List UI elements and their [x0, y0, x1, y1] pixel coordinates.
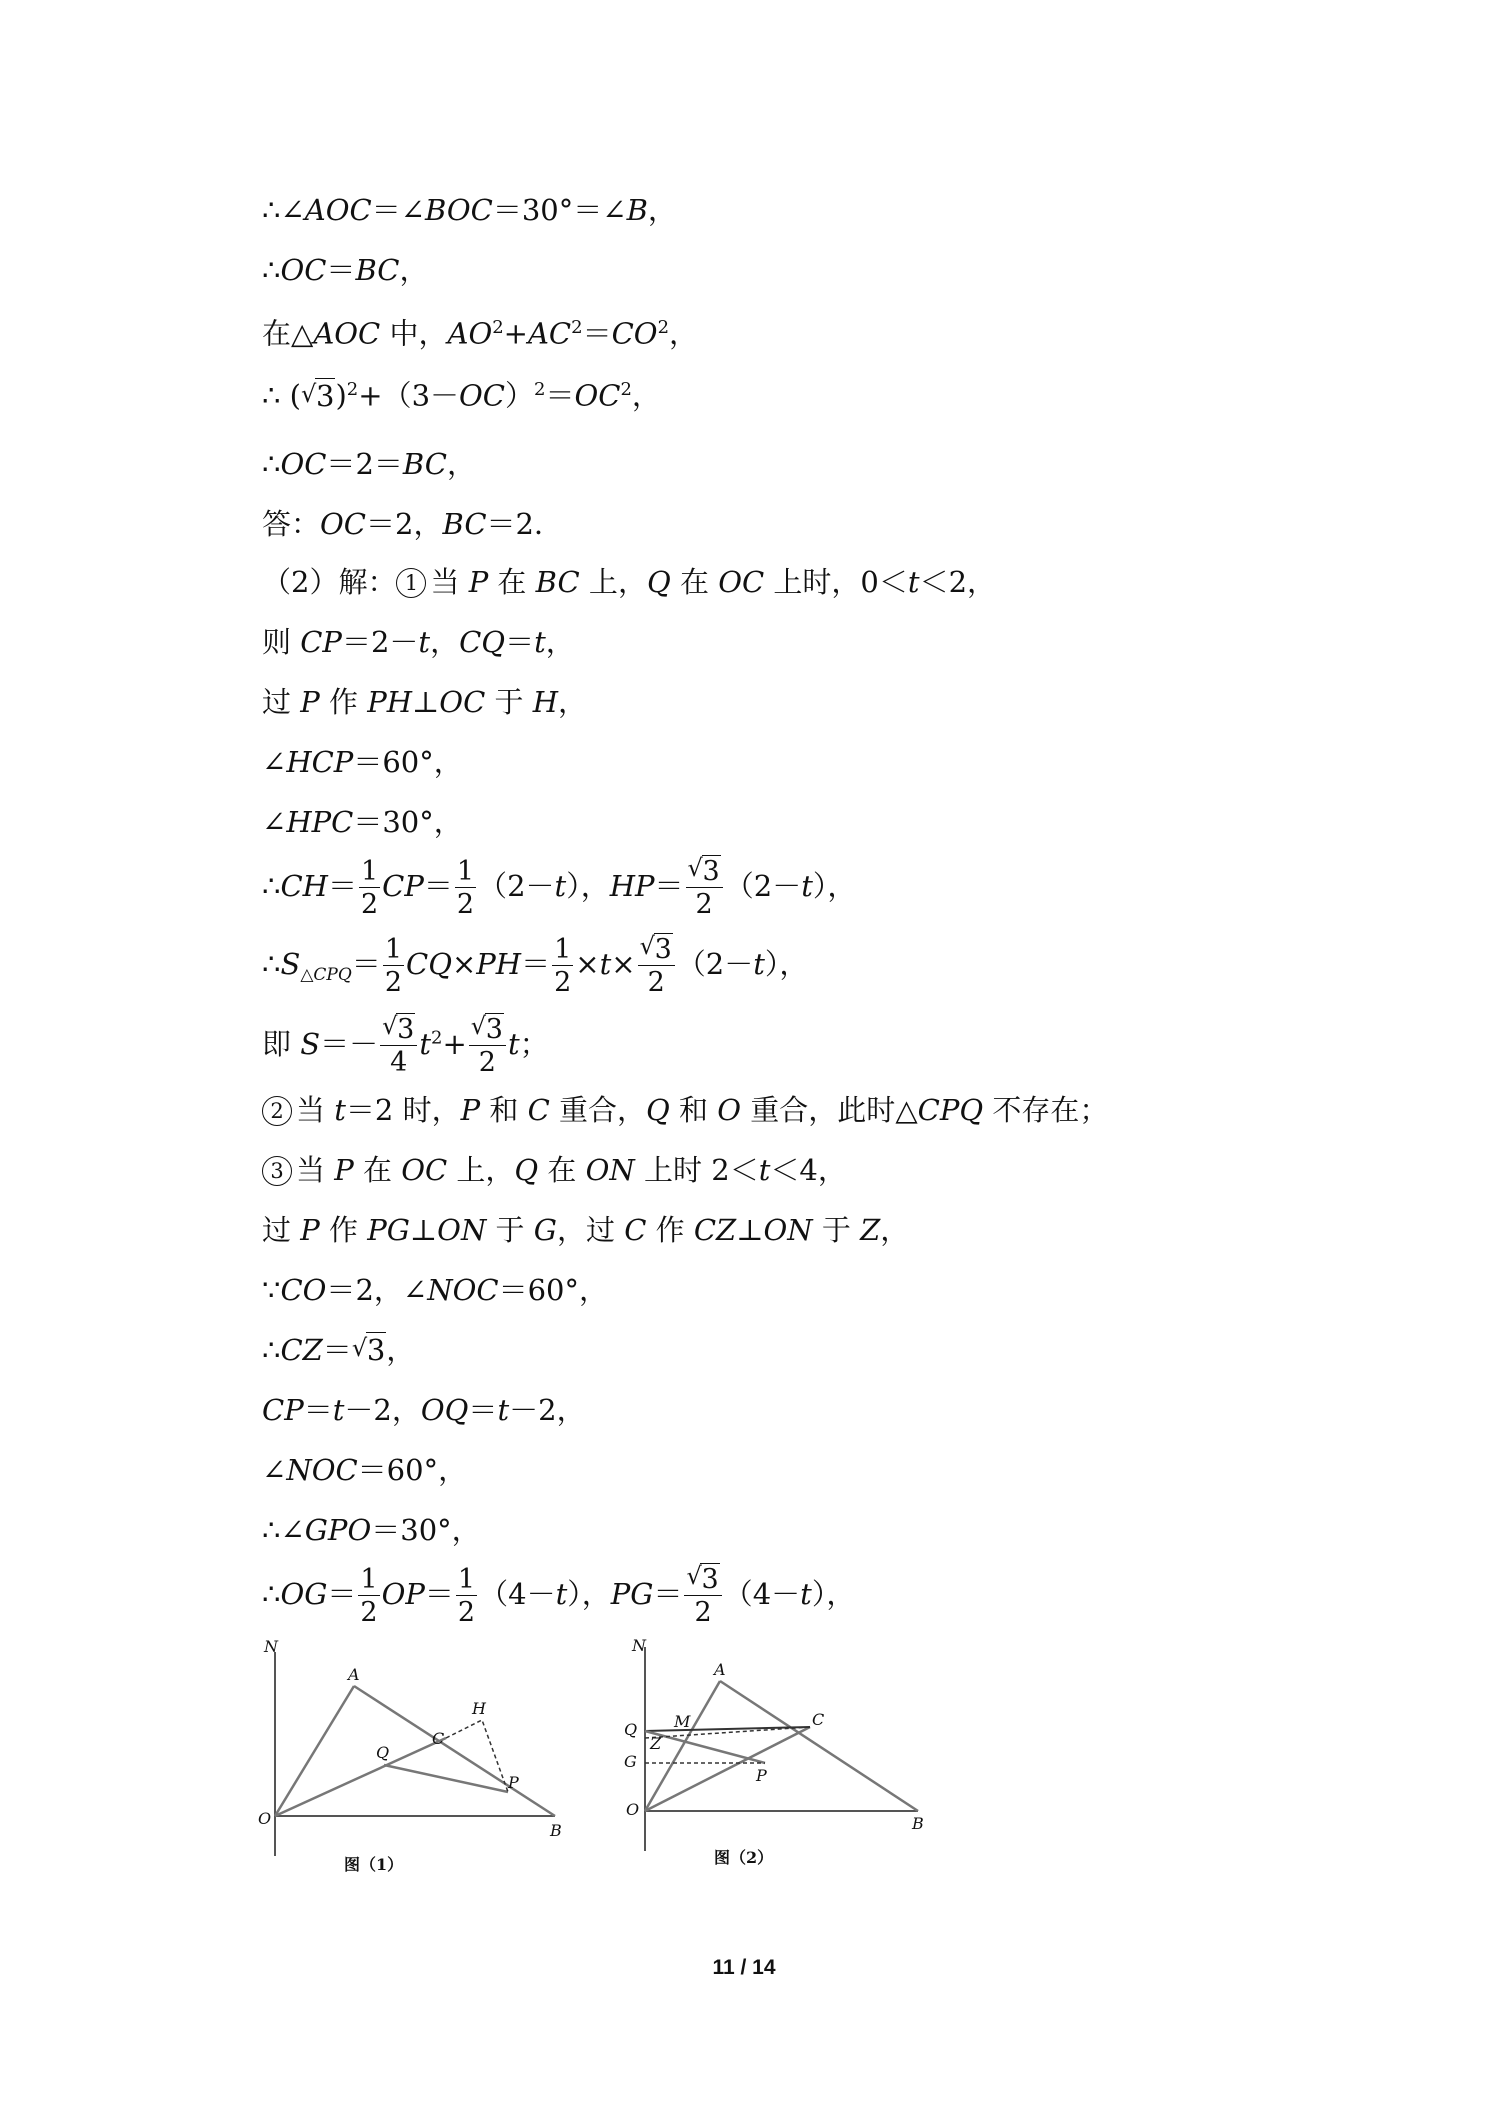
solution-line-15: 2 当 t＝2 时，P 和 C 重合，Q 和 O 重合，此时△CPQ 不存在； [262, 1090, 1108, 1130]
fig1-label-h: H [472, 1699, 486, 1718]
fig2-label-m: M [674, 1712, 691, 1731]
fig1-line-oc [275, 1738, 446, 1816]
page-number: 11 / 14 [712, 1956, 776, 1979]
fig2-label-n: N [632, 1636, 646, 1655]
fig1-label-p: P [508, 1773, 519, 1792]
solution-line-5: ∴OC＝2＝BC， [262, 447, 476, 481]
fig2-label-b: B [912, 1814, 924, 1833]
solution-line-22: ∴∠GPO＝30°， [262, 1513, 481, 1547]
solution-line-7: （2）解： 1 当 P 在 BC 上，Q 在 OC 上时，0＜t＜2， [262, 565, 997, 599]
solution-line-23: ∴OG＝ $\frac{1}{2}$ OP＝ $\frac{1}{2}$ （4－t），PG＝ √ 3 2 （4－t）， [262, 1562, 856, 1628]
figure-1-diagram [250, 1630, 580, 1890]
solution-line-10: ∠HCP＝60°， [262, 745, 463, 779]
solution-line-14: 即 S＝－ √ 3 4 $t^2+$ √ 3 2 t； [262, 1012, 549, 1078]
fig2-line-qp [645, 1731, 765, 1763]
solution-line-20: CP＝t－2，OQ＝t－2， [262, 1393, 586, 1427]
solution-line-16: 3 当 P 在 OC 上，Q 在 ON 上时 2＜t＜4， [262, 1150, 847, 1190]
fig2-label-z: Z [650, 1734, 662, 1753]
fig2-label-c: C [812, 1710, 825, 1729]
solution-line-9: 过 P 作 PH⊥OC 于 H， [262, 685, 588, 719]
fig2-label-q: Q [624, 1720, 638, 1739]
fig2-label-a: A [714, 1660, 726, 1679]
solution-line-11: ∠HPC＝30°， [262, 805, 463, 839]
solution-line-12: ∴CH＝ $\frac{1}{2}$ CP＝ $\frac{1}{2}$ （2－t），HP＝ √ 3 2 （2－t）， [262, 854, 857, 920]
fig1-line-qp [384, 1765, 508, 1792]
solution-line-18: ∵CO＝2，∠NOC＝60°， [262, 1273, 608, 1307]
solution-line-6: 答：OC＝2，BC＝2． [262, 507, 563, 541]
solution-line-19: ∴CZ＝ √ 3， [262, 1333, 416, 1367]
fig1-label-a: A [348, 1665, 360, 1684]
solution-line-8: 则 CP＝2－t，CQ＝t， [262, 625, 575, 659]
fig1-line-oa [275, 1686, 354, 1816]
solution-line-13: $\therefore S_{\triangle CPQ}=$ $\frac{1}{2}$ CQ×PH＝ $\frac{1}{2}$ ×t× √ 3 2 （2－t）， [262, 932, 809, 998]
fig2-line-ab [720, 1681, 918, 1811]
fig2-label-o: O [626, 1800, 640, 1819]
fig2-label-p: P [756, 1766, 767, 1785]
solution-line-17: 过 P 作 PG⊥ON 于 G，过 C 作 CZ⊥ON 于 Z， [262, 1213, 910, 1247]
fig1-label-c: C [432, 1729, 445, 1748]
solution-line-4: ∴ ( √ $3)^2+(3-OC)^2=OC^2$， [262, 378, 661, 413]
fig2-caption: 图（2） [714, 1848, 774, 1867]
fig1-label-b: B [550, 1821, 562, 1840]
fig1-label-o: O [258, 1809, 272, 1828]
solution-line-2: ∴OC＝BC， [262, 253, 429, 287]
solution-line-1: ∴∠AOC＝∠BOC＝30°＝∠B， [262, 193, 677, 227]
fig1-caption: 图（1） [344, 1855, 404, 1874]
solution-line-3: 在△AOC 中，$AO^2+AC^2=CO^2$， [262, 316, 699, 351]
solution-line-21: ∠NOC＝60°， [262, 1453, 468, 1487]
fig1-label-n: N [264, 1637, 278, 1656]
figure-2-diagram [610, 1625, 940, 1885]
fig2-label-g: G [624, 1752, 637, 1771]
fig1-label-q: Q [376, 1743, 390, 1762]
